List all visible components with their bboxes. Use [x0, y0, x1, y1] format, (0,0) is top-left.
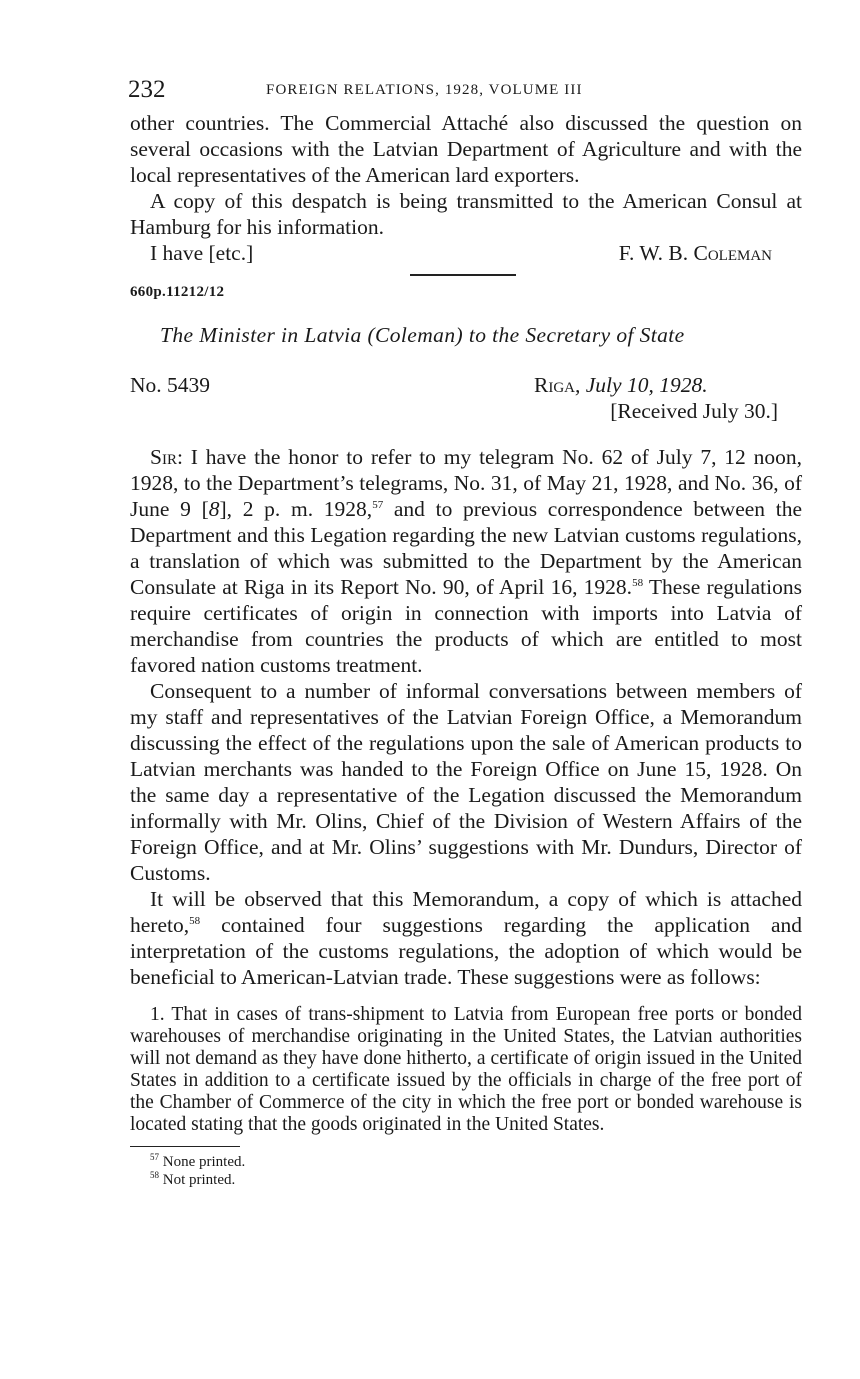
previous-doc-paragraph-1: other countries. The Commercial Attaché also discussed the question on several occasions with the Latvian Department of Agriculture and with the local representatives of the American lard exporters. — [130, 111, 802, 187]
footnote-mark: 58 — [150, 1170, 159, 1180]
footnote — [130, 1171, 802, 1189]
paragraph-3-text-a: It will be observed that this Memorandum, a copy of which is attached hereto, — [130, 887, 802, 937]
salutation: Sir — [150, 445, 177, 469]
footnote-ref-57[interactable]: 57 — [372, 498, 384, 511]
title-part-2: ) to the Secretary of State — [455, 323, 685, 347]
previous-doc-paragraph-2: A copy of this despatch is being transmitted to the American Consul at Hamburg for his information. — [130, 189, 802, 239]
signature — [619, 240, 772, 266]
bracket-correction: 8 — [208, 497, 220, 521]
previous-doc-signoff — [130, 240, 802, 266]
suggestion-item-1: 1. That in cases of trans-shipment to Latvia from European free ports or bonded warehouses of merchandise originating in the United States, the Latvian authorities will not demand as they have done hitherto, a certificate of origin issued in the United States in addition to a certificate issued by the officials in charge of the free port of the Chamber of Commerce of the city in which the free port or bonded warehouse is located stating that the goods originated in the United States. — [130, 1004, 802, 1135]
footnote-mark: 57 — [150, 1152, 159, 1162]
body-paragraph-2: Consequent to a number of informal conversations between members of my staff and representatives of the Latvian Foreign Office, a Memorandum discussing the effect of the regulations upon the sale of American products to Latvian merchants was handed to the Foreign Office on June 15, 1928. On the same day a representative of the Legation discussed the Memorandum informally with Mr. Olins, Chief of the Division of Western Affairs of the Foreign Office, and at Mr. Olins’ suggestions with Mr. Dundurs, Director of Customs. — [130, 679, 802, 885]
document-title — [130, 323, 802, 348]
closing-text: I have [etc.] — [150, 241, 254, 265]
paragraph-1-text-a: : I have the honor to refer to my telegram No. 62 of July 7, 12 noon, 1928, to the Department’s telegrams, No. 31, of May 21, 1928, and No. 36, of June 9 [ — [130, 445, 802, 521]
despatch-number: No. 5439 — [130, 373, 211, 397]
footnote-ref-58-b[interactable]: 58 — [189, 914, 201, 927]
page-number: 232 — [128, 76, 166, 103]
footnote-ref-58[interactable]: 58 — [632, 576, 644, 589]
body-paragraph-1 — [130, 444, 802, 678]
paragraph-1-text-d: These regulations require certificates of origin in connection with imports into Latvia of merchandise from countries the products of which are entitled to most favored nation customs treatment. — [130, 575, 802, 677]
file-number: 660p.11212/12 — [130, 284, 225, 300]
footnote-text: None printed. — [162, 1154, 246, 1170]
paragraph-1-text-c: and to previous correspondence between the Department and this Legation regarding the new Latvian customs regulations, a translation of which was submitted to the Department by the American Consulate at Riga in its Report No. 90, of April 16, 1928. — [130, 497, 803, 599]
received-date: [Received July 30.] — [610, 399, 778, 423]
paragraph-3-text-b: contained four suggestions regarding the application and interpretation of the customs regulations, the adoption of which would be beneficial to American-Latvian trade. These suggestions were as follows: — [130, 913, 802, 989]
signature-name: Coleman — [693, 241, 772, 265]
place-date — [534, 372, 708, 398]
title-part-1: The Minister in Latvia ( — [160, 323, 376, 347]
body-paragraph-3 — [130, 886, 802, 990]
title-name: Coleman — [375, 323, 456, 347]
paragraph-1-text-b: ], 2 p. m. 1928, — [219, 497, 373, 521]
document-page — [130, 70, 802, 1189]
place: Riga — [534, 373, 576, 397]
footnote — [130, 1153, 802, 1171]
date: , July 10, 1928. — [575, 373, 708, 397]
document-meta — [130, 372, 802, 424]
section-divider — [410, 274, 516, 276]
signature-initials: F. W. B. — [618, 241, 694, 265]
footnote-text: Not printed. — [162, 1172, 236, 1188]
page-header — [130, 70, 802, 110]
running-head: FOREIGN RELATIONS, 1928, VOLUME III — [266, 82, 583, 98]
footnote-divider — [130, 1146, 240, 1147]
